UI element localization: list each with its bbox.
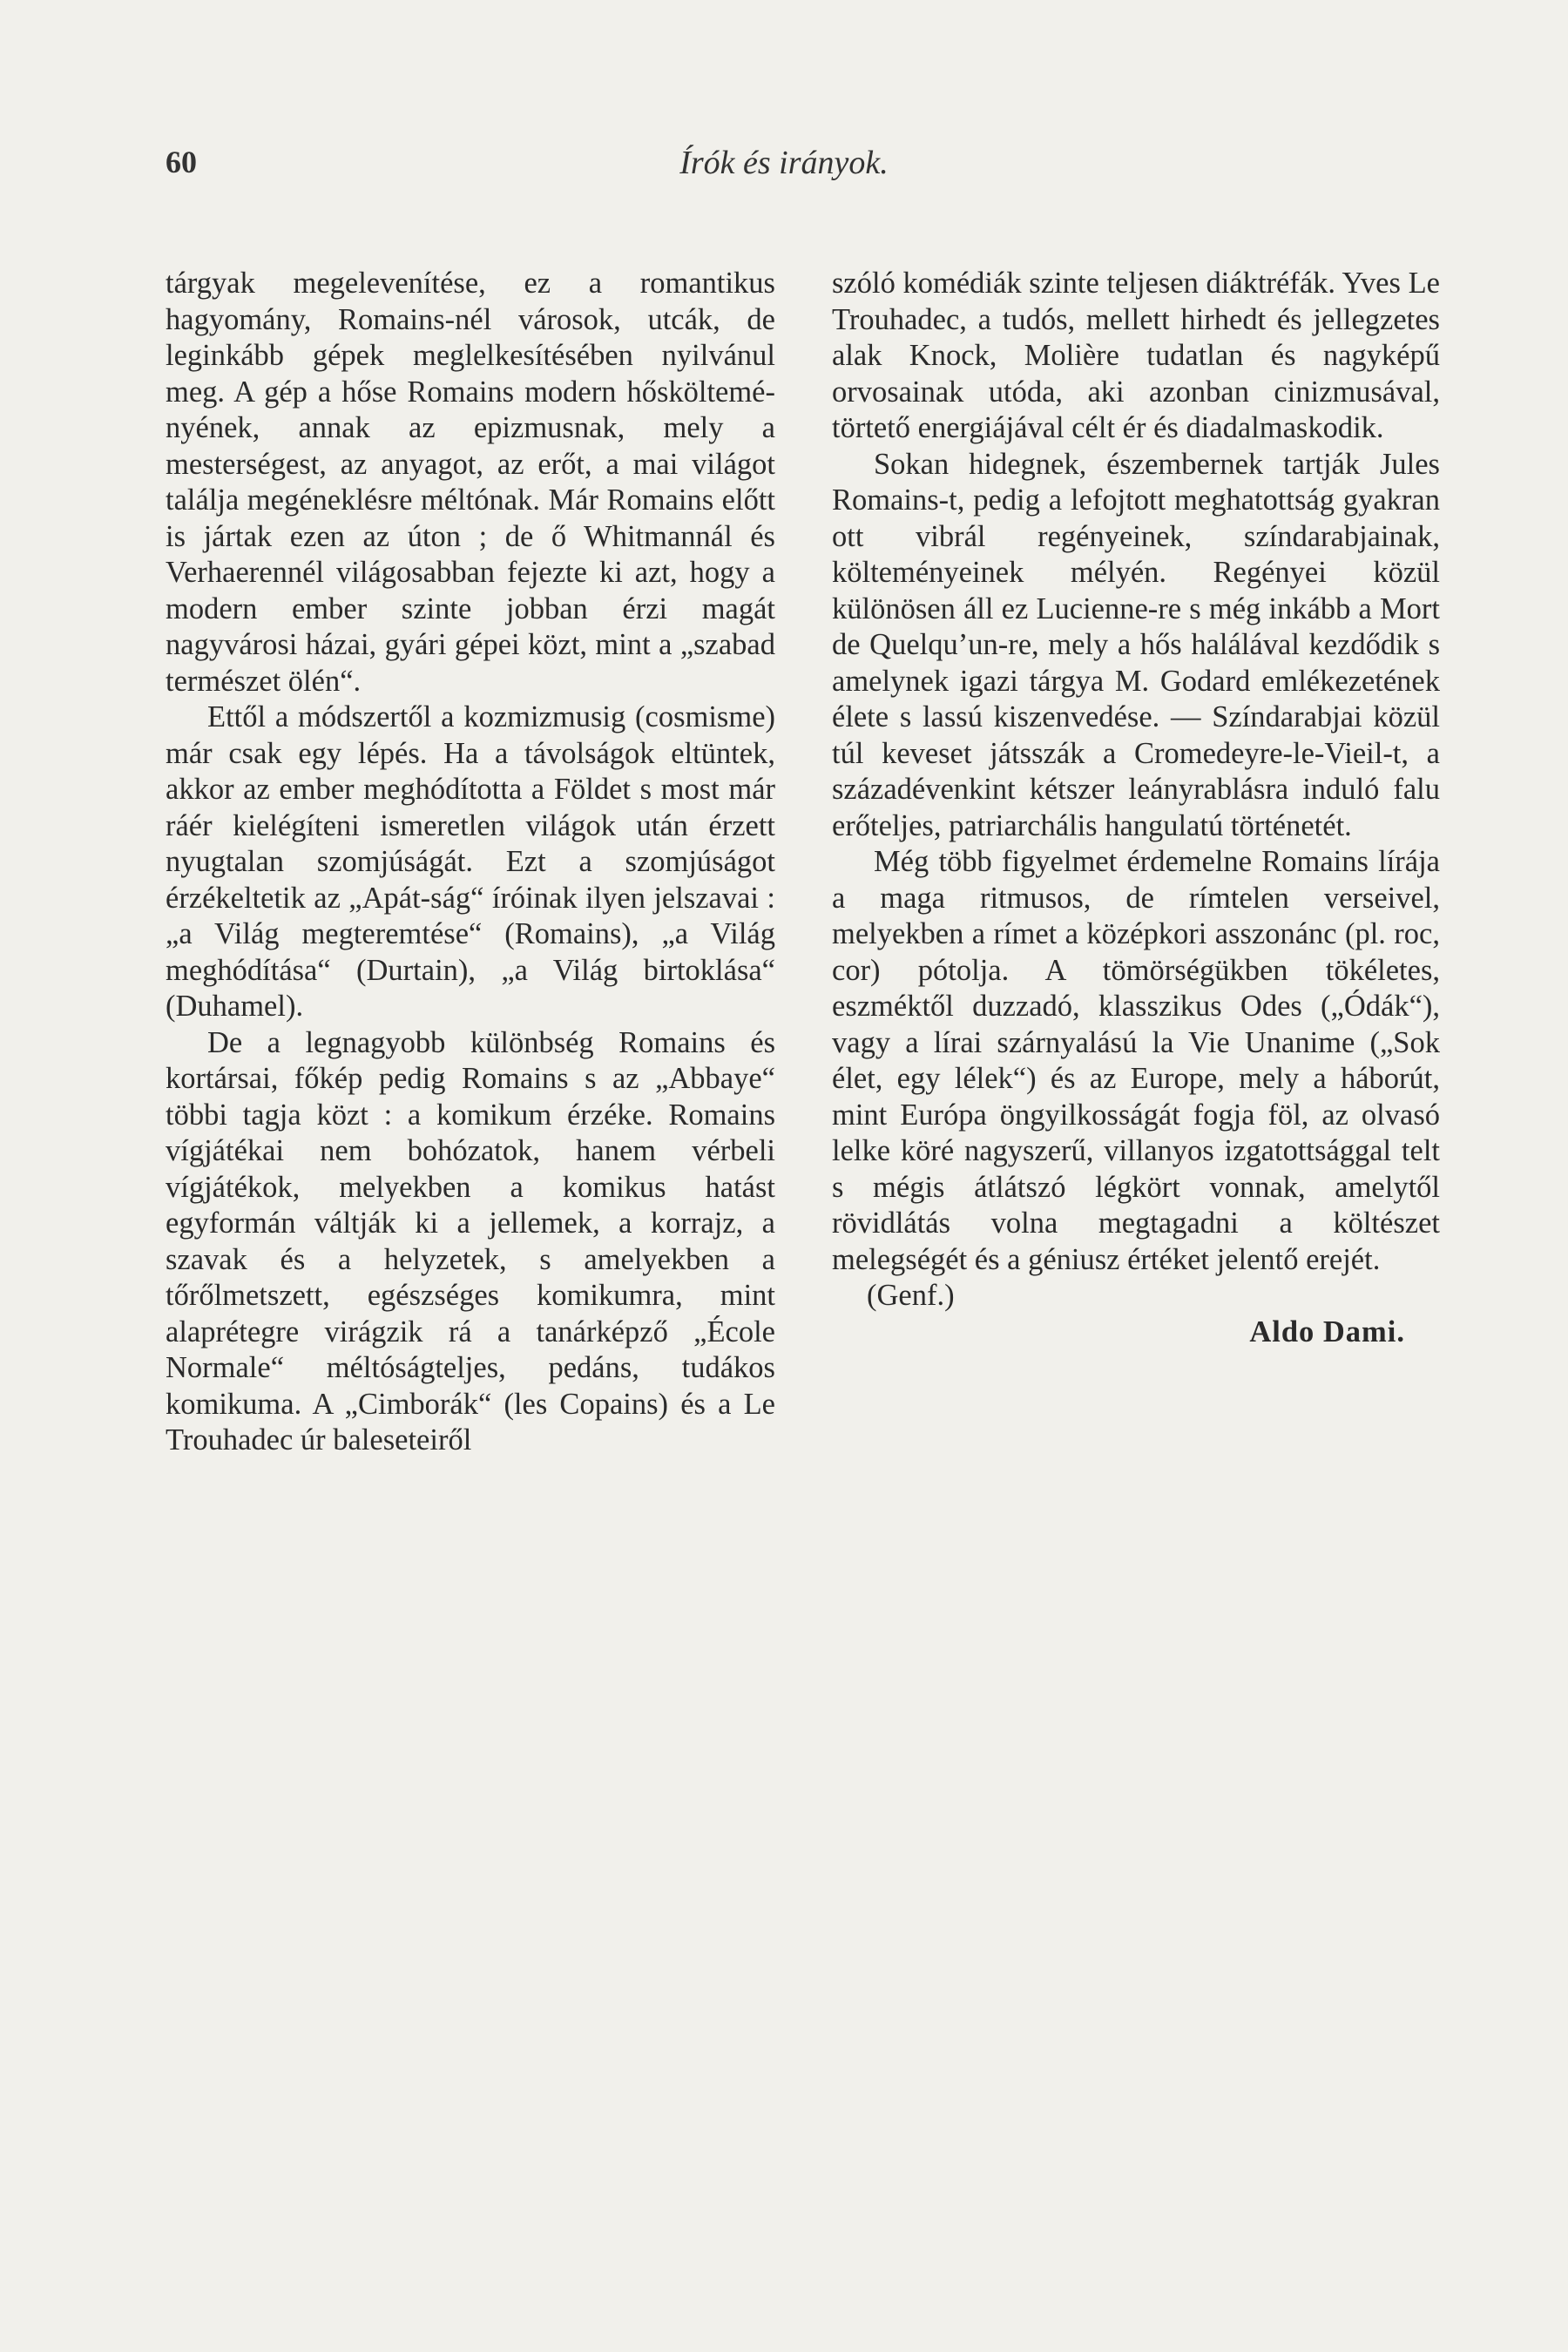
paragraph: De a legnagyobb különbség Romains és kortársai, főkép pedig Romains s az „Abbaye“ többi tagja közt : a komikum érzéke. Romains vígjátékai nem bohózatok, hanem vérbeli vígjátékok, melyekben a komikus hatást egyformán váltják ki a jellemek, a korrajz, a szavak és a helyzetek, s amelyekben a tőrőlmetszett, egészséges komikumra, mint alaprétegre virágzik rá a tanárképző „École Normale“ méltóságteljes, pedáns, tudákos komikuma. A „Cimborák“ (les Copains) és a Le Trouhadec úr baleseteiről [166,1025,775,1456]
paragraph: Ettől a módszertől a kozmizmusig (cosmisme) már csak egy lépés. Ha a távolságok eltüntek, akkor az ember meghódította a Földet s most már ráér kielégíteni ismeretlen világok után érzett nyugtalan szomjúságát. Ezt a szomjúságot érzékeltetik az „Apát-ság“ íróinak ilyen jelszavai : „a Világ megteremtése“ (Romains), „a Világ meghódítása“ (Durtain), „a Világ birtoklása“ (Duhamel). [166,700,775,1023]
paragraph: szóló komédiák szinte teljesen diáktréfák. Yves Le Trouhadec, a tudós, mellett hirhedt és jellegzetes alak Knock, Molière tudatlan és nagyképű orvosainak utóda, aki azonban cinizmusával, törtető energiájával célt ér és diadalmaskodik. [832,267,1440,444]
page-header [166,144,1402,196]
author-signature: Aldo Dami. [1249,1315,1405,1348]
running-title: Írók és irányok. [679,145,889,181]
place-note: (Genf.) [867,1279,955,1312]
paragraph: Sokan hidegnek, észembernek tartják Jules Romains-t, pedig a lefojtott meghatottság gyakran ott vibrál regényeinek, színdarabjainak, költeményeinek mélyén. Regényei közül különösen áll ez Lucienne-re s még inkább a Mort de Quelqu’un-re, mely a hős halálával kezdődik s amelynek igazi tárgya M. Godard emlékezetének élete s lassú kiszenvedése. — Színdarabjai közül túl keveset játsszák a Cromedeyre-le-Vieil-t, a századévenkint kétszer leányrablásra induló falu erőteljes, patriarchális hangulatú történetét. [832,447,1440,842]
paragraph: Még több figyelmet érdemelne Romains lírája a maga ritmusos, de rímtelen verseivel, melyekben a rímet a középkori asszonánc (pl. roc, cor) pótolja. A tömörségükben tökéletes, eszméktől duzzadó, klasszikus Odes („Ódák“), vagy a lírai szárnyalású la Vie Unanime („Sok élet, egy lélek“) és az Europe, mely a háborút, mint Európa öngyilkosságát fogja föl, az olvasó lelke köré nagyszerű, villanyos izgatottsággal telt s mégis átlátszó légkört vonnak, amelytől rövidlátás volna megtagadni a költészet melegségét és a géniusz értéket jelentő erejét. [832,845,1440,1276]
paragraph: tárgyak megelevenítése, ez a romantikus hagyomány, Romains-nél városok, utcák, de leginkább gépek meglelkesítésében nyilvánul meg. A gép a hőse Romains modern hősköltemé-nyének, annak az epizmusnak, mely a mesterségest, az anyagot, az erőt, a mai világot találja megéneklésre méltónak. Már Romains előtt is jártak ezen az úton ; de ő Whitmannál és Verhaerennél világosabban fejezte ki azt, hogy a modern ember szinte jobban érzi magát nagyvárosi házai, gyári gépei közt, mint a „szabad természet ölén“. [166,267,775,698]
page-number: 60 [166,145,197,179]
left-column [166,266,775,1459]
right-column [832,266,1440,1350]
